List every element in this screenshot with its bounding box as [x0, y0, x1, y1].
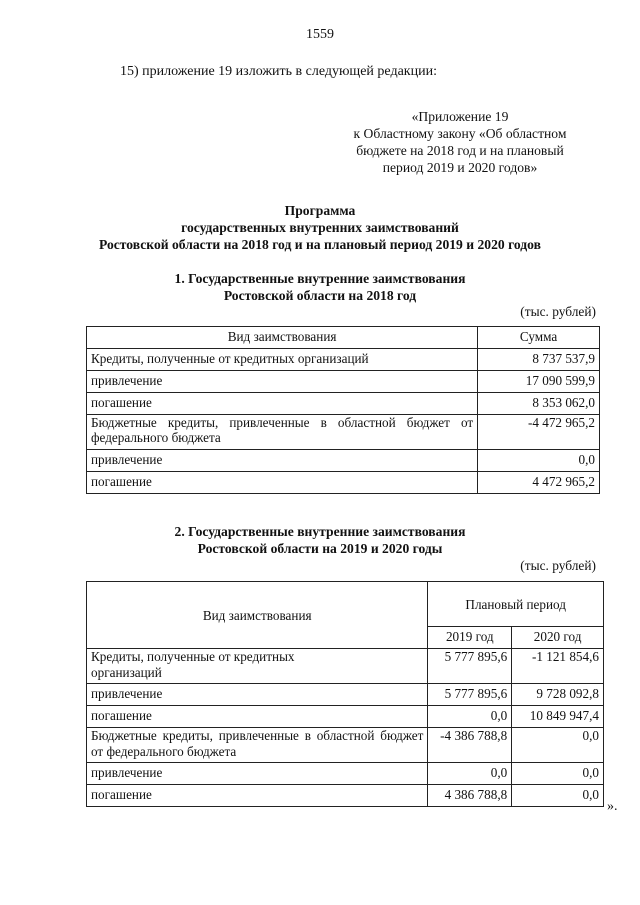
- program-title-line: Программа: [284, 203, 356, 218]
- row-value-2020: 10 849 947,4: [512, 706, 604, 728]
- row-value-2019: 5 777 895,6: [428, 649, 512, 684]
- section2-title-line: Ростовской области на 2019 и 2020 годы: [197, 541, 443, 556]
- row-value-2019: -4 386 788,8: [428, 728, 512, 763]
- section1-title: [0, 270, 640, 304]
- table-row: [87, 472, 600, 494]
- row-label: погашение: [87, 393, 478, 415]
- table-row: [87, 450, 600, 472]
- row-label: погашение: [87, 706, 428, 728]
- program-title: [0, 202, 640, 253]
- appendix-header: [330, 108, 590, 176]
- appendix-header-line: бюджете на 2018 год и на плановый: [356, 143, 564, 158]
- table-row: [87, 415, 600, 450]
- row-value: 8 737 537,9: [478, 349, 600, 371]
- row-value-2019: 0,0: [428, 763, 512, 785]
- table-row: [87, 393, 600, 415]
- table-row: [87, 649, 604, 684]
- table-row: [87, 785, 604, 807]
- table-row: [87, 728, 604, 763]
- table-header-row: [87, 582, 604, 627]
- closing-quote: ».: [607, 799, 618, 814]
- table-row: [87, 706, 604, 728]
- section1-title-line: Ростовской области на 2018 год: [223, 288, 417, 303]
- row-label: привлечение: [87, 450, 478, 472]
- table-row: [87, 349, 600, 371]
- row-value: -4 472 965,2: [478, 415, 600, 450]
- row-label: погашение: [87, 472, 478, 494]
- row-label: Бюджетные кредиты, привлеченные в областной бюджет от федерального бюджета: [87, 415, 478, 450]
- row-value: 8 353 062,0: [478, 393, 600, 415]
- table-header-row: [87, 327, 600, 349]
- program-title-line: государственных внутренних заимствований: [181, 220, 459, 235]
- column-header-2019: 2019 год: [428, 627, 512, 649]
- borrowings-2018-table: [86, 326, 600, 494]
- row-label: Кредиты, полученные от кредитных организаций: [87, 349, 478, 371]
- column-header-period: Плановый период: [428, 582, 604, 627]
- program-title-line: Ростовской области на 2018 год и на плановый период 2019 и 2020 годов: [99, 237, 541, 252]
- row-label: погашение: [87, 785, 428, 807]
- row-value-2019: 4 386 788,8: [428, 785, 512, 807]
- row-label: привлечение: [87, 763, 428, 785]
- row-label: привлечение: [87, 684, 428, 706]
- page-number: 1559: [306, 27, 334, 42]
- column-header-kind: Вид заимствования: [87, 327, 478, 349]
- row-value-2020: 0,0: [512, 785, 604, 807]
- appendix-header-line: период 2019 и 2020 годов»: [382, 160, 538, 175]
- column-header-2020: 2020 год: [512, 627, 604, 649]
- row-value: 17 090 599,9: [478, 371, 600, 393]
- row-value-2020: 0,0: [512, 728, 604, 763]
- section1-units: (тыс. рублей): [520, 304, 596, 319]
- row-label: Бюджетные кредиты, привлеченные в областной бюджет от федерального бюджета: [87, 728, 428, 763]
- section2-title: [0, 523, 640, 557]
- table-row: [87, 763, 604, 785]
- row-value-2019: 5 777 895,6: [428, 684, 512, 706]
- table-row: [87, 684, 604, 706]
- row-value-2020: -1 121 854,6: [512, 649, 604, 684]
- appendix-header-line: к Областному закону «Об областном: [353, 126, 567, 141]
- row-label: Кредиты, полученные от кредитных организаций: [87, 649, 428, 684]
- row-label: привлечение: [87, 371, 478, 393]
- appendix-header-line: «Приложение 19: [411, 109, 509, 124]
- borrowings-2019-2020-table: [86, 581, 604, 807]
- column-header-sum: Сумма: [478, 327, 600, 349]
- row-value: 0,0: [478, 450, 600, 472]
- section2-title-line: 2. Государственные внутренние заимствования: [174, 524, 466, 539]
- row-value-2020: 0,0: [512, 763, 604, 785]
- section2-units: (тыс. рублей): [520, 558, 596, 573]
- table-row: [87, 371, 600, 393]
- amendment-intro: 15) приложение 19 изложить в следующей редакции:: [120, 64, 437, 79]
- column-header-kind: Вид заимствования: [87, 582, 428, 649]
- row-value: 4 472 965,2: [478, 472, 600, 494]
- section1-title-line: 1. Государственные внутренние заимствования: [174, 271, 466, 286]
- row-value-2020: 9 728 092,8: [512, 684, 604, 706]
- row-value-2019: 0,0: [428, 706, 512, 728]
